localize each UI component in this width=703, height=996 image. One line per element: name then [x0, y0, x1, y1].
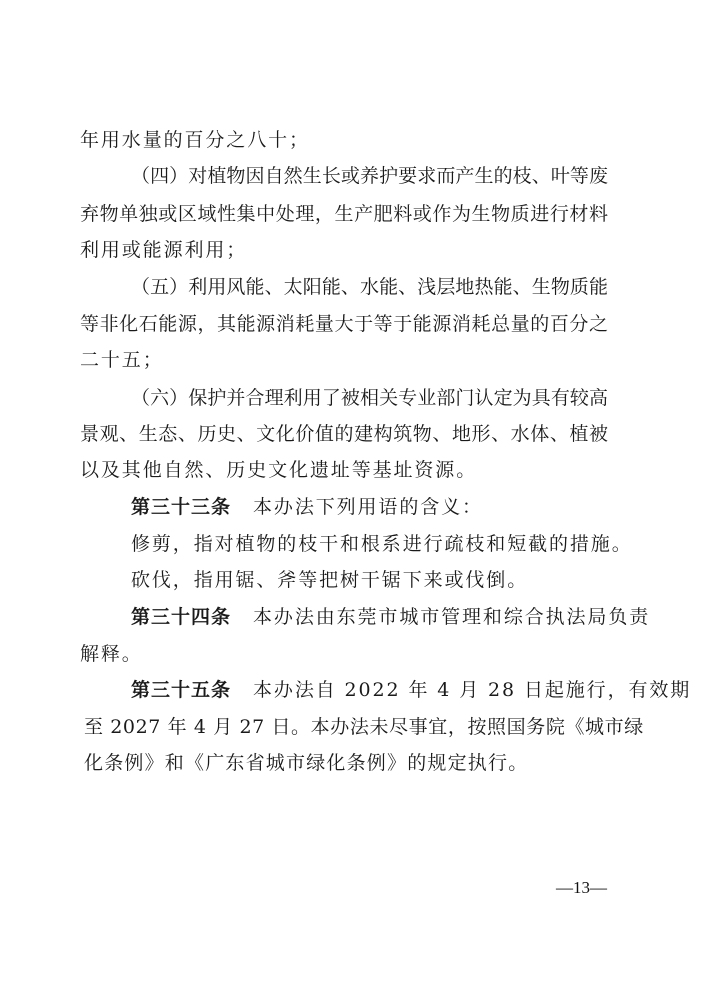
text-line: 二十五； [80, 349, 164, 371]
text-line: 等非化石能源，其能源消耗量大于等于能源消耗总量的百分之 [80, 313, 608, 335]
article-35-text: 本办法自 2022 年 4 月 28 日起施行，有效期 [253, 679, 692, 701]
text-line: 利用或能源利用； [80, 239, 248, 261]
text-line: 景观、生态、历史、文化价值的建构筑物、地形、水体、植被 [80, 423, 608, 445]
article-34-line [131, 605, 651, 629]
article-34-text: 本办法由东莞市城市管理和综合执法局负责 [253, 606, 651, 628]
text-line: 年用水量的百分之八十； [80, 129, 310, 151]
text-line: （五）利用风能、太阳能、水能、浅层地热能、生物质能 [131, 276, 608, 298]
text-line: 化条例》和《广东省城市绿化条例》的规定执行。 [84, 752, 529, 774]
text-line: 以及其他自然、历史文化遗址等基址资源。 [80, 459, 478, 481]
text-line: 至 2027 年 4 月 27 日。本办法未尽事宜，按照国务院《城市绿 [84, 716, 644, 738]
text-line: 解释。 [80, 643, 143, 665]
article-33-line [131, 495, 608, 519]
text-line: （四）对植物因自然生长或养护要求而产生的枝、叶等废 [131, 165, 608, 187]
text-line: （六）保护并合理利用了被相关专业部门认定为具有较高 [131, 387, 608, 409]
article-35-line [131, 678, 692, 702]
page-number: —13— [556, 878, 607, 897]
article-33-text: 本办法下列用语的含义： [253, 496, 483, 518]
article-34-heading: 第三十四条 [131, 606, 232, 628]
text-line: 修剪，指对植物的枝干和根系进行疏枝和短截的措施。 [131, 533, 633, 555]
text-line: 砍伐，指用锯、斧等把树干锯下来或伐倒。 [131, 569, 529, 591]
article-33-heading: 第三十三条 [131, 496, 232, 518]
text-line: 弃物单独或区域性集中处理，生产肥料或作为生物质进行材料 [80, 203, 608, 225]
article-35-heading: 第三十五条 [131, 679, 232, 701]
